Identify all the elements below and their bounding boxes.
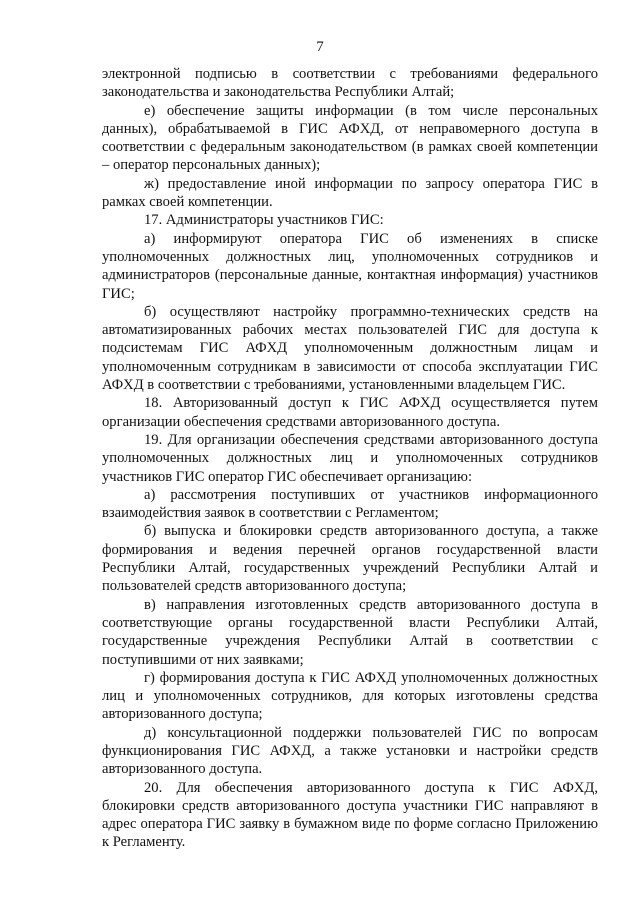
paragraph-item-zh: ж) предоставление иной информации по запросу оператора ГИС в рамках своей компетенции. xyxy=(102,175,598,211)
paragraph-clause-19-a: а) рассмотрения поступивших от участников информационного взаимодействия заявок в соответствии с Регламентом; xyxy=(102,486,598,522)
paragraph-clause-17-b: б) осуществляют настройку программно-технических средств на автоматизированных рабочих местах пользователей ГИС для доступа к подсистемам ГИС АФХД уполномоченным должностным лицам и уполномоченным сотрудникам в зависимости от способа эксплуатации ГИС АФХД в соответствии с требованиями, установленными владельцем ГИС. xyxy=(102,303,598,394)
paragraph-clause-20: 20. Для обеспечения авторизованного доступа к ГИС АФХД, блокировки средств авторизованного доступа участники ГИС направляют в адрес оператора ГИС заявку в бумажном виде по форме согласно Приложению к Регламенту. xyxy=(102,779,598,851)
paragraph-clause-18: 18. Авторизованный доступ к ГИС АФХД осуществляется путем организации обеспечения средствами авторизованного доступа. xyxy=(102,395,598,430)
paragraph-clause-19-v: в) направления изготовленных средств авторизованного доступа в соответствующие органы государственной власти Республики Алтай, государственные учреждения Республики Алтай в соответствии с поступившими от них заявками; xyxy=(102,596,598,668)
paragraph-clause-19: 19. Для организации обеспечения средствами авторизованного доступа уполномоченных должностных лиц и уполномоченных сотрудников участников ГИС оператор ГИС обеспечивает организацию: xyxy=(102,431,598,485)
paragraph-clause-17-a: а) информируют оператора ГИС об изменениях в списке уполномоченных должностных лиц, уполномоченных сотрудников и администраторов (персональные данные, контактная информация) участников ГИС; xyxy=(102,230,598,302)
paragraph-clause-19-b: б) выпуска и блокировки средств авторизованного доступа, а также формирования и ведения перечней органов государственной власти Республики Алтай, государственных учреждений Республики Алтай и пользователей средств авторизованного доступа; xyxy=(102,523,598,595)
paragraph-clause-17: 17. Администраторы участников ГИС: xyxy=(144,212,384,229)
paragraph-item-e: е) обеспечение защиты информации (в том числе персональных данных), обрабатываемой в ГИС АФХД, от неправомерного доступа в соответствии с федеральным законодательством (в рамках своей компетенции – оператор персональных данных); xyxy=(102,102,598,174)
document-body xyxy=(102,65,598,852)
paragraph-continuation: электронной подписью в соответствии с требованиями федерального законодательства и законодательства Республики Алтай; xyxy=(102,66,598,101)
paragraph-clause-19-g: г) формирования доступа к ГИС АФХД уполномоченных должностных лиц и уполномоченных сотрудников, для которых изготовлены средства авторизованного доступа; xyxy=(102,669,598,723)
paragraph-clause-19-d: д) консультационной поддержки пользователей ГИС по вопросам функционирования ГИС АФХД, а также установки и настройки средств авторизованного доступа. xyxy=(102,724,598,778)
page-number: 7 xyxy=(316,39,324,55)
